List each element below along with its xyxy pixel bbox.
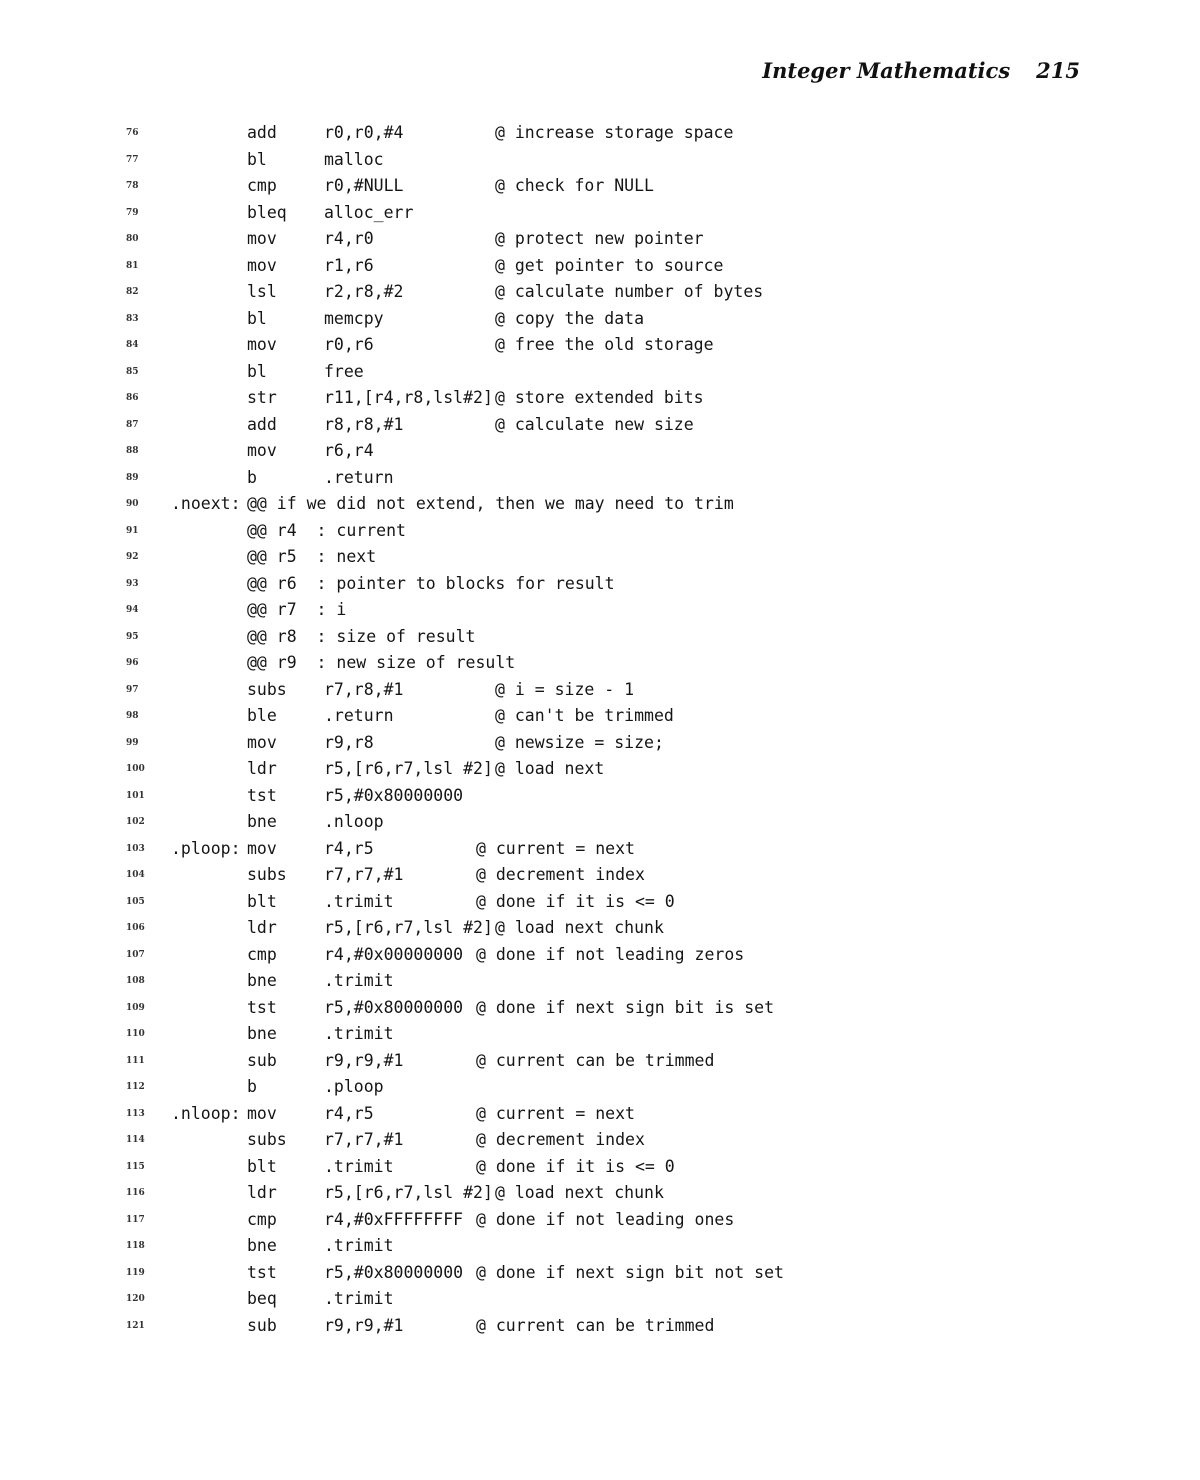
code-instruction: cmp — [247, 1209, 277, 1229]
code-line — [0, 412, 1200, 439]
code-operands: .trimit — [324, 1156, 394, 1176]
code-operands: r8,r8,#1 — [324, 414, 404, 434]
code-line — [0, 995, 1200, 1022]
code-line — [0, 1074, 1200, 1101]
line-number: 103 — [126, 843, 145, 854]
code-line — [0, 306, 1200, 333]
line-number: 85 — [126, 366, 139, 377]
code-line — [0, 783, 1200, 810]
code-operands: r9,r8 — [324, 732, 374, 752]
page-number: 215 — [1036, 58, 1080, 83]
code-instruction: cmp — [247, 176, 277, 195]
code-line — [0, 279, 1200, 306]
code-operands: r6,r4 — [324, 441, 374, 460]
code-instruction: ble — [247, 706, 277, 725]
line-number: 120 — [126, 1294, 145, 1304]
code-line — [0, 1101, 1200, 1128]
code-line — [0, 1127, 1200, 1154]
page-header — [762, 58, 1080, 83]
line-number: 108 — [126, 976, 145, 986]
code-instruction: @@ r6 : pointer to blocks for result — [247, 573, 615, 593]
code-listing — [0, 120, 1200, 1339]
line-number: 111 — [126, 1055, 145, 1066]
code-comment: @ newsize = size; — [495, 732, 664, 752]
code-operands: r7,r7,#1 — [324, 1130, 404, 1149]
code-comment: @ current = next — [476, 1103, 635, 1123]
code-line — [0, 491, 1200, 518]
code-operands: r9,r9,#1 — [324, 1050, 404, 1070]
code-instruction: mov — [247, 1103, 277, 1123]
code-line — [0, 544, 1200, 571]
code-line — [0, 1207, 1200, 1234]
chapter-title: Integer Mathematics — [762, 58, 1011, 83]
code-instruction: sub — [247, 1315, 277, 1335]
code-instruction: lsl — [247, 282, 277, 301]
code-comment: @ copy the data — [495, 308, 645, 328]
line-number: 76 — [126, 128, 139, 138]
line-number: 100 — [126, 764, 145, 774]
code-line — [0, 1313, 1200, 1340]
code-line — [0, 332, 1200, 359]
code-instruction: bne — [247, 971, 277, 990]
code-instruction: bleq — [247, 202, 287, 222]
line-number: 98 — [126, 711, 139, 721]
code-operands: .trimit — [324, 1236, 394, 1255]
line-number: 114 — [126, 1135, 145, 1145]
code-instruction: @@ r7 : i — [247, 600, 347, 619]
code-operands: free — [324, 361, 364, 381]
code-line — [0, 120, 1200, 147]
code-comment: @ done if next sign bit is set — [476, 997, 775, 1017]
code-line — [0, 597, 1200, 624]
code-line — [0, 624, 1200, 651]
code-line — [0, 889, 1200, 916]
code-operands: r5,#0x80000000 — [324, 1262, 464, 1282]
code-line — [0, 1260, 1200, 1287]
code-instruction: tst — [247, 1262, 277, 1282]
line-number: 109 — [126, 1002, 145, 1013]
code-line — [0, 359, 1200, 386]
code-instruction: ldr — [247, 1183, 277, 1202]
code-label: .ploop: — [171, 838, 241, 858]
code-comment: @ current = next — [476, 838, 635, 858]
code-line — [0, 968, 1200, 995]
code-line — [0, 915, 1200, 942]
code-operands: .nloop — [324, 812, 384, 831]
line-number: 97 — [126, 684, 139, 695]
code-instruction: @@ r8 : size of result — [247, 626, 476, 646]
code-operands: r4,#0xFFFFFFFF — [324, 1209, 464, 1229]
code-instruction: mov — [247, 335, 277, 354]
line-number: 101 — [126, 790, 145, 801]
code-comment: @ load next chunk — [495, 1183, 664, 1202]
code-operands: r4,#0x00000000 — [324, 944, 464, 964]
code-operands: r4,r5 — [324, 838, 374, 858]
line-number: 116 — [126, 1188, 145, 1198]
code-instruction: subs — [247, 1130, 287, 1149]
code-comment: @ decrement index — [476, 865, 645, 884]
line-number: 95 — [126, 631, 139, 642]
code-line — [0, 756, 1200, 783]
line-number: 112 — [126, 1082, 145, 1092]
code-operands: r0,r0,#4 — [324, 123, 404, 142]
code-instruction: mov — [247, 229, 277, 248]
line-number: 89 — [126, 472, 139, 483]
code-operands: r7,r8,#1 — [324, 679, 404, 699]
code-line — [0, 385, 1200, 412]
code-operands: r11,[r4,r8,lsl#2] — [324, 388, 493, 407]
code-operands: alloc_err — [324, 202, 414, 222]
code-operands: .ploop — [324, 1077, 384, 1096]
code-operands: .return — [324, 467, 394, 487]
code-instruction: b — [247, 467, 257, 487]
line-number: 107 — [126, 949, 145, 960]
code-instruction: @@ r5 : next — [247, 547, 377, 566]
code-line — [0, 1154, 1200, 1181]
code-instruction: str — [247, 388, 277, 407]
line-number: 121 — [126, 1320, 145, 1331]
code-instruction: @@ r4 : current — [247, 520, 406, 540]
code-comment: @ done if it is <= 0 — [476, 891, 675, 911]
code-instruction: mov — [247, 732, 277, 752]
code-line — [0, 677, 1200, 704]
code-instruction: tst — [247, 785, 277, 805]
line-number: 90 — [126, 499, 139, 509]
code-label: .noext: — [171, 494, 241, 513]
line-number: 79 — [126, 207, 139, 218]
line-number: 119 — [126, 1267, 145, 1278]
line-number: 82 — [126, 287, 139, 297]
line-number: 92 — [126, 552, 139, 562]
code-instruction: b — [247, 1077, 257, 1096]
line-number: 99 — [126, 737, 139, 748]
code-line — [0, 1233, 1200, 1260]
code-instruction: bne — [247, 1236, 277, 1255]
line-number: 110 — [126, 1029, 145, 1039]
code-comment: @ done if not leading ones — [476, 1209, 735, 1229]
line-number: 83 — [126, 313, 139, 324]
code-operands: r5,[r6,r7,lsl #2] — [324, 1183, 493, 1202]
code-operands: .trimit — [324, 891, 394, 911]
code-instruction: bne — [247, 1024, 277, 1043]
code-instruction: sub — [247, 1050, 277, 1070]
code-comment: @ store extended bits — [495, 388, 704, 407]
code-operands: r7,r7,#1 — [324, 865, 404, 884]
line-number: 117 — [126, 1214, 145, 1225]
code-line — [0, 1021, 1200, 1048]
code-instruction: subs — [247, 865, 287, 884]
code-comment: @ current can be trimmed — [476, 1315, 715, 1335]
code-instruction: bl — [247, 149, 267, 169]
line-number: 96 — [126, 658, 139, 668]
line-number: 86 — [126, 393, 139, 403]
code-comment: @ current can be trimmed — [476, 1050, 715, 1070]
code-operands: r1,r6 — [324, 255, 374, 275]
line-number: 115 — [126, 1161, 145, 1172]
code-comment: @ check for NULL — [495, 176, 654, 195]
code-instruction: bl — [247, 308, 267, 328]
line-number: 105 — [126, 896, 145, 907]
code-instruction: @@ if we did not extend, then we may need to trim — [247, 494, 734, 513]
code-instruction: @@ r9 : new size of result — [247, 653, 516, 672]
code-operands: malloc — [324, 149, 384, 169]
code-instruction: add — [247, 123, 277, 142]
code-instruction: mov — [247, 838, 277, 858]
line-number: 84 — [126, 340, 139, 350]
code-operands: .return — [324, 706, 394, 725]
line-number: 106 — [126, 923, 145, 933]
code-instruction: beq — [247, 1289, 277, 1308]
code-line — [0, 1048, 1200, 1075]
code-line — [0, 173, 1200, 200]
code-operands: r5,[r6,r7,lsl #2] — [324, 918, 493, 937]
code-operands: r0,#NULL — [324, 176, 404, 195]
code-operands: .trimit — [324, 971, 394, 990]
code-line — [0, 465, 1200, 492]
line-number: 104 — [126, 870, 145, 880]
code-comment: @ load next — [495, 759, 605, 778]
code-instruction: blt — [247, 1156, 277, 1176]
code-line — [0, 942, 1200, 969]
code-comment: @ free the old storage — [495, 335, 714, 354]
code-comment: @ calculate new size — [495, 414, 694, 434]
code-operands: .trimit — [324, 1024, 394, 1043]
code-line — [0, 571, 1200, 598]
code-comment: @ can't be trimmed — [495, 706, 674, 725]
line-number: 81 — [126, 260, 139, 271]
line-number: 118 — [126, 1241, 145, 1251]
code-instruction: blt — [247, 891, 277, 911]
code-instruction: ldr — [247, 918, 277, 937]
code-line — [0, 809, 1200, 836]
code-line — [0, 226, 1200, 253]
code-line — [0, 147, 1200, 174]
code-line — [0, 730, 1200, 757]
code-operands: .trimit — [324, 1289, 394, 1308]
code-instruction: mov — [247, 441, 277, 460]
code-comment: @ increase storage space — [495, 123, 734, 142]
line-number: 94 — [126, 605, 139, 615]
code-label: .nloop: — [171, 1103, 241, 1123]
code-line — [0, 703, 1200, 730]
code-line — [0, 1180, 1200, 1207]
code-comment: @ done if it is <= 0 — [476, 1156, 675, 1176]
code-operands: r5,#0x80000000 — [324, 785, 464, 805]
code-comment: @ done if not leading zeros — [476, 944, 745, 964]
code-operands: memcpy — [324, 308, 384, 328]
code-instruction: mov — [247, 255, 277, 275]
code-comment: @ decrement index — [476, 1130, 645, 1149]
code-comment: @ protect new pointer — [495, 229, 704, 248]
code-operands: r9,r9,#1 — [324, 1315, 404, 1335]
code-line — [0, 836, 1200, 863]
line-number: 88 — [126, 446, 139, 456]
line-number: 113 — [126, 1108, 145, 1119]
code-comment: @ calculate number of bytes — [495, 282, 764, 301]
code-operands: r0,r6 — [324, 335, 374, 354]
line-number: 87 — [126, 419, 139, 430]
line-number: 78 — [126, 181, 139, 191]
line-number: 80 — [126, 234, 139, 244]
line-number: 102 — [126, 817, 145, 827]
code-instruction: tst — [247, 997, 277, 1017]
code-comment: @ get pointer to source — [495, 255, 724, 275]
line-number: 93 — [126, 578, 139, 589]
code-line — [0, 253, 1200, 280]
code-instruction: bl — [247, 361, 267, 381]
code-instruction: ldr — [247, 759, 277, 778]
code-instruction: bne — [247, 812, 277, 831]
code-operands: r5,#0x80000000 — [324, 997, 464, 1017]
code-operands: r5,[r6,r7,lsl #2] — [324, 759, 493, 778]
code-instruction: cmp — [247, 944, 277, 964]
line-number: 77 — [126, 154, 139, 165]
line-number: 91 — [126, 525, 139, 536]
code-line — [0, 438, 1200, 465]
code-operands: r4,r5 — [324, 1103, 374, 1123]
code-comment: @ done if next sign bit not set — [476, 1262, 784, 1282]
code-instruction: add — [247, 414, 277, 434]
code-line — [0, 650, 1200, 677]
code-operands: r2,r8,#2 — [324, 282, 404, 301]
code-operands: r4,r0 — [324, 229, 374, 248]
code-instruction: subs — [247, 679, 287, 699]
code-line — [0, 518, 1200, 545]
code-line — [0, 862, 1200, 889]
code-line — [0, 1286, 1200, 1313]
code-line — [0, 200, 1200, 227]
code-comment: @ load next chunk — [495, 918, 664, 937]
code-comment: @ i = size - 1 — [495, 679, 635, 699]
